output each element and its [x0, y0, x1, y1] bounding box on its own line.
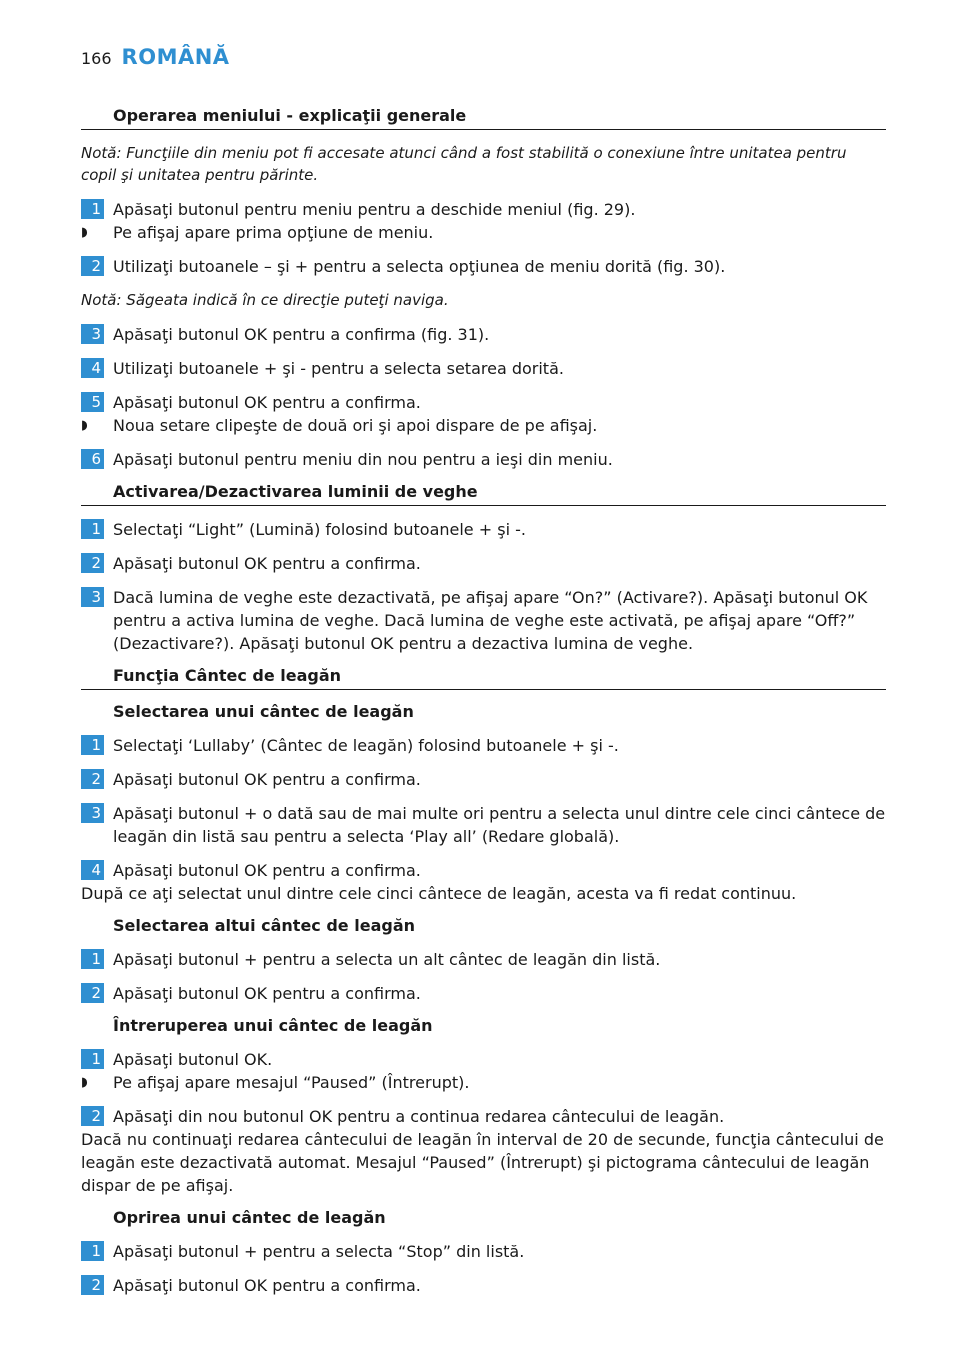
step-item: [81, 802, 886, 848]
step-text: Apăsaţi butonul OK pentru a confirma.: [113, 1276, 421, 1295]
step-number: 1: [81, 1241, 104, 1261]
bullet-text: Pe afişaj apare prima opţiune de meniu.: [113, 223, 434, 242]
section-heading: Activarea/Dezactivarea luminii de veghe: [81, 482, 886, 506]
step-text: Apăsaţi butonul OK pentru a confirma (fig. 31).: [113, 325, 490, 344]
arrow-bullet-icon: ◗: [81, 418, 88, 433]
step-item: [81, 1240, 886, 1263]
step-number: 2: [81, 256, 104, 276]
step-text: Apăsaţi butonul OK pentru a confirma.: [113, 554, 421, 573]
step-text: Apăsaţi butonul + pentru a selecta “Stop” din listă.: [113, 1242, 525, 1261]
step-text: Dacă lumina de veghe este dezactivată, pe afişaj apare “On?” (Activare?). Apăsaţi butonul OK pentru a activa lumina de veghe. Dacă lumina de veghe este activată, pe afişaj apare “Off?” (Dezactivare?). Apăsaţi butonul OK pentru a dezactiva lumina de veghe.: [113, 588, 868, 653]
page-number: 166: [81, 49, 112, 68]
step-number: 1: [81, 949, 104, 969]
result-bullet: [81, 221, 886, 244]
step-item: [81, 768, 886, 791]
step-number: 6: [81, 449, 104, 469]
step-number: 5: [81, 392, 104, 412]
step-number: 2: [81, 983, 104, 1003]
step-number: 2: [81, 1275, 104, 1295]
step-number: 1: [81, 519, 104, 539]
step-text: Utilizaţi butoanele + şi - pentru a selecta setarea dorită.: [113, 359, 564, 378]
step-number: 3: [81, 803, 104, 823]
subsection-heading: Întreruperea unui cântec de leagăn: [113, 1016, 433, 1035]
step-item: [81, 552, 886, 575]
step-item: [81, 1105, 886, 1128]
subsection-heading: Oprirea unui cântec de leagăn: [113, 1208, 386, 1227]
step-text: Utilizaţi butoanele – şi + pentru a selecta opţiunea de meniu dorită (fig. 30).: [113, 257, 726, 276]
paragraph: Dacă nu continuaţi redarea cântecului de leagăn în interval de 20 de secunde, funcţia cântecului de leagăn este dezactivată automat. Mesajul “Paused” (Întrerupt) şi pictograma cântecului de leagăn dispar de pe afişaj.: [81, 1130, 884, 1195]
step-item: [81, 734, 886, 757]
step-item: [81, 357, 886, 380]
step-item: [81, 198, 886, 221]
step-number: 1: [81, 199, 104, 219]
step-number: 3: [81, 587, 104, 607]
step-item: [81, 948, 886, 971]
step-number: 4: [81, 358, 104, 378]
result-bullet: [81, 1071, 886, 1094]
step-text: Apăsaţi butonul pentru meniu din nou pentru a ieşi din meniu.: [113, 450, 613, 469]
section-heading: Operarea meniului - explicaţii generale: [81, 106, 886, 130]
step-item: [81, 323, 886, 346]
step-item: [81, 1274, 886, 1297]
paragraph: După ce aţi selectat unul dintre cele cinci cântece de leagăn, acesta va fi redat continuu.: [81, 884, 797, 903]
step-item: [81, 518, 886, 541]
step-item: [81, 448, 886, 471]
note: Notă: Funcţiile din meniu pot fi accesate atunci când a fost stabilită o conexiune între unitatea pentru copil şi unitatea pentru părinte.: [81, 144, 847, 184]
subsection-heading: Selectarea altui cântec de leagăn: [113, 916, 415, 935]
step-item: [81, 982, 886, 1005]
step-item: [81, 391, 886, 414]
bullet-text: Noua setare clipeşte de două ori şi apoi dispare de pe afişaj.: [113, 416, 598, 435]
subsection-heading: Selectarea unui cântec de leagăn: [113, 702, 414, 721]
step-number: 4: [81, 860, 104, 880]
arrow-bullet-icon: ◗: [81, 225, 88, 240]
step-item: [81, 1048, 886, 1071]
result-bullet: [81, 414, 886, 437]
step-text: Apăsaţi butonul + pentru a selecta un alt cântec de leagăn din listă.: [113, 950, 661, 969]
bullet-text: Pe afişaj apare mesajul “Paused” (Întrerupt).: [113, 1073, 470, 1092]
step-number: 3: [81, 324, 104, 344]
step-number: 2: [81, 1106, 104, 1126]
arrow-bullet-icon: ◗: [81, 1075, 88, 1090]
step-text: Apăsaţi butonul OK pentru a confirma.: [113, 984, 421, 1003]
step-number: 1: [81, 735, 104, 755]
step-text: Apăsaţi butonul OK pentru a confirma.: [113, 770, 421, 789]
step-text: Selectaţi ‘Lullaby’ (Cântec de leagăn) folosind butoanele + şi -.: [113, 736, 619, 755]
step-number: 1: [81, 1049, 104, 1069]
step-text: Apăsaţi butonul pentru meniu pentru a deschide meniul (fig. 29).: [113, 200, 636, 219]
step-item: [81, 255, 886, 278]
step-text: Apăsaţi butonul + o dată sau de mai multe ori pentru a selecta unul dintre cele cinci cântece de leagăn din listă sau pentru a selecta ‘Play all’ (Redare globală).: [113, 804, 886, 846]
step-text: Selectaţi “Light” (Lumină) folosind butoanele + şi -.: [113, 520, 526, 539]
step-item: [81, 586, 886, 655]
document-body: [81, 106, 886, 1308]
step-number: 2: [81, 553, 104, 573]
step-number: 2: [81, 769, 104, 789]
page-header: [81, 45, 230, 75]
step-text: Apăsaţi butonul OK pentru a confirma.: [113, 393, 421, 412]
step-text: Apăsaţi din nou butonul OK pentru a continua redarea cântecului de leagăn.: [113, 1107, 725, 1126]
step-text: Apăsaţi butonul OK.: [113, 1050, 273, 1069]
step-text: Apăsaţi butonul OK pentru a confirma.: [113, 861, 421, 880]
language-title: ROMÂNĂ: [121, 45, 230, 69]
note: Notă: Săgeata indică în ce direcţie puteţi naviga.: [81, 291, 449, 309]
step-item: [81, 859, 886, 882]
section-heading: Funcţia Cântec de leagăn: [81, 666, 886, 690]
